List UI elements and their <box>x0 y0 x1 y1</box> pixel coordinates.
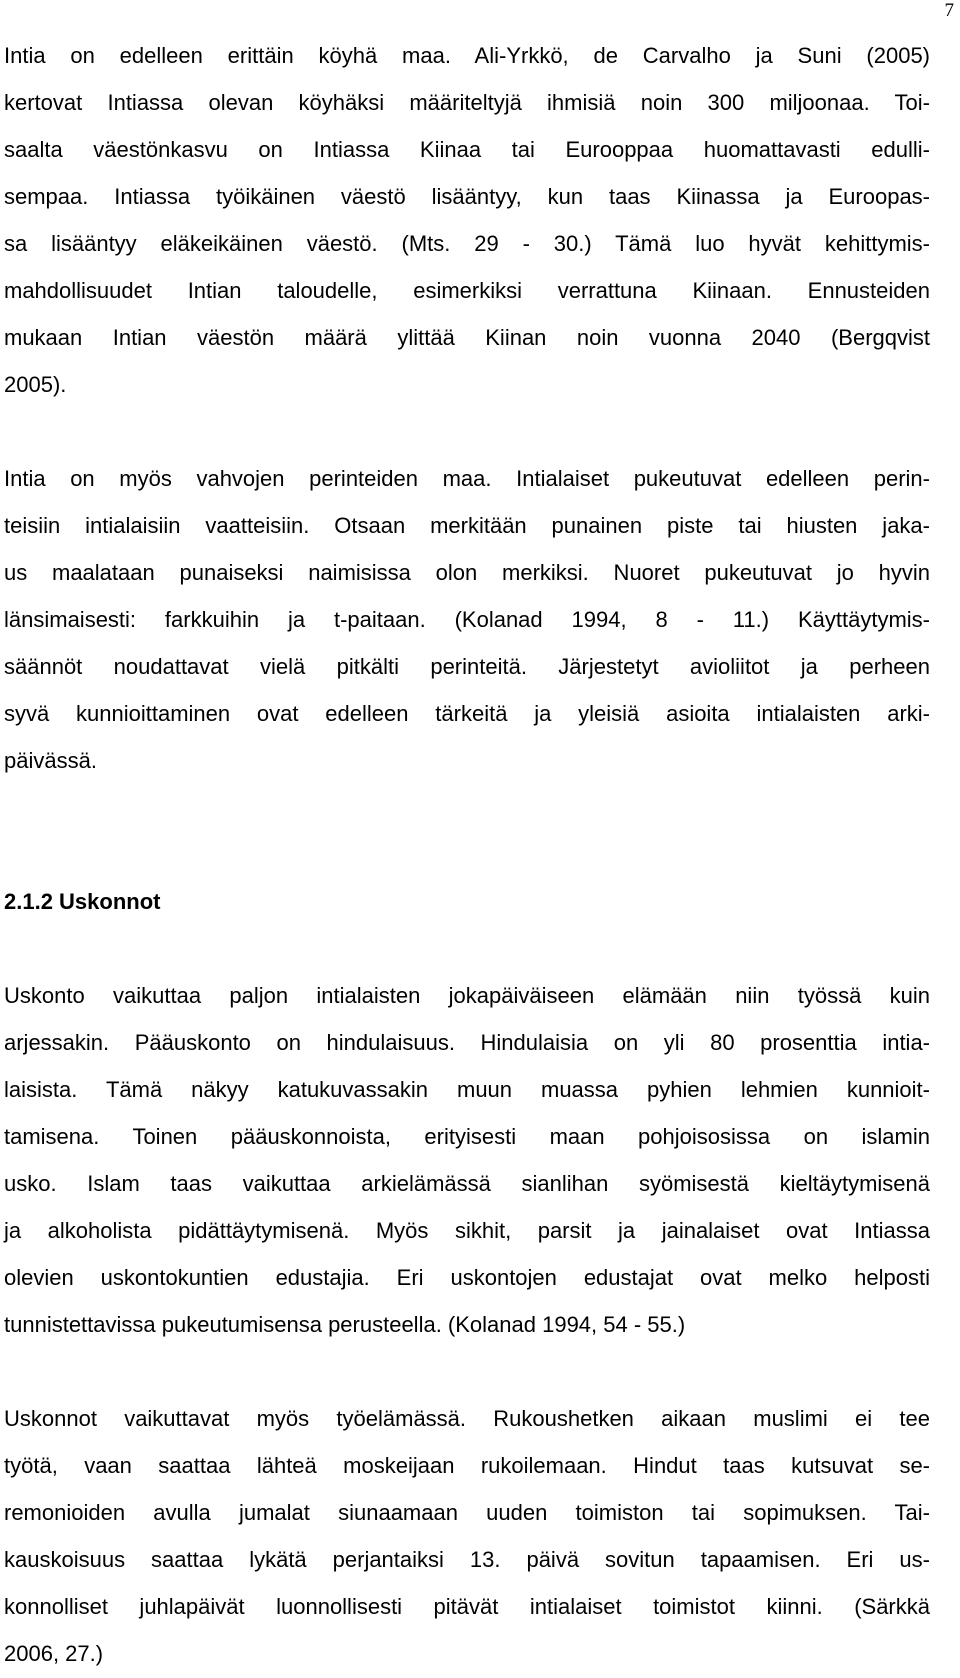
text-line: saalta väestönkasvu on Intiassa Kiinaa tai Eurooppaa huomattavasti edulli- <box>4 137 930 162</box>
text-line: ja alkoholista pidättäytymisenä. Myös sikhit, parsit ja jainalaiset ovat Intiassa <box>4 1218 930 1243</box>
paragraph-spacer <box>0 1348 960 1395</box>
text-line: remonioiden avulla jumalat siunaamaan uuden toimiston tai sopimuksen. Tai- <box>4 1500 930 1525</box>
text-line: mahdollisuudet Intian taloudelle, esimerkiksi verrattuna Kiinaan. Ennusteiden <box>4 278 930 303</box>
text-line: tunnistettavissa pukeutumisensa perusteella. (Kolanad 1994, 54 - 55.) <box>4 1312 686 1337</box>
text-line: sa lisääntyy eläkeikäinen väestö. (Mts. 29 - 30.) Tämä luo hyvät kehittymis- <box>4 231 930 256</box>
text-line: kauskoisuus saattaa lykätä perjantaiksi 13. päivä sovitun tapaamisen. Eri us- <box>4 1547 930 1572</box>
text-line: syvä kunnioittaminen ovat edelleen tärkeitä ja yleisiä asioita intialaisten arki- <box>4 701 930 726</box>
text-line: konnolliset juhlapäivät luonnollisesti pitävät intialaiset toimistot kiinni. (Särkkä <box>4 1594 930 1619</box>
paragraph-3 <box>0 972 960 1348</box>
text-line: kertovat Intiassa olevan köyhäksi määriteltyjä ihmisiä noin 300 miljoonaa. Toi- <box>4 90 930 115</box>
text-line: säännöt noudattavat vielä pitkälti perinteitä. Järjestetyt avioliitot ja perheen <box>4 654 930 679</box>
text-line: usko. Islam taas vaikuttaa arkielämässä sianlihan syömisestä kieltäytymisenä <box>4 1171 930 1196</box>
page-number: 7 <box>944 0 954 21</box>
paragraph-spacer <box>0 925 960 972</box>
text-line: laisista. Tämä näkyy katukuvassakin muun muassa pyhien lehmien kunnioit- <box>4 1077 930 1102</box>
text-line: Intia on edelleen erittäin köyhä maa. Ali-Yrkkö, de Carvalho ja Suni (2005) <box>4 43 930 68</box>
text-line: Uskonto vaikuttaa paljon intialaisten jokapäiväiseen elämään niin työssä kuin <box>4 983 930 1008</box>
paragraph-spacer <box>0 831 960 878</box>
paragraph-1 <box>0 32 960 408</box>
text-line: sempaa. Intiassa työikäinen väestö lisääntyy, kun taas Kiinassa ja Euroopas- <box>4 184 930 209</box>
text-line: tamisena. Toinen pääuskonnoista, erityisesti maan pohjoisosissa on islamin <box>4 1124 930 1149</box>
text-line: Intia on myös vahvojen perinteiden maa. Intialaiset pukeutuvat edelleen perin- <box>4 466 930 491</box>
text-line: olevien uskontokuntien edustajia. Eri uskontojen edustajat ovat melko helposti <box>4 1265 930 1290</box>
paragraph-spacer <box>0 784 960 831</box>
text-line: työtä, vaan saattaa lähteä moskeijaan rukoilemaan. Hindut taas kutsuvat se- <box>4 1453 930 1478</box>
paragraph-2 <box>0 455 960 784</box>
document-body <box>0 32 960 1677</box>
paragraph-4 <box>0 1395 960 1677</box>
text-line: Uskonnot vaikuttavat myös työelämässä. Rukoushetken aikaan muslimi ei tee <box>4 1406 930 1431</box>
text-line: päivässä. <box>4 748 97 773</box>
text-line: us maalataan punaiseksi naimisissa olon merkiksi. Nuoret pukeutuvat jo hyvin <box>4 560 930 585</box>
text-line: arjessakin. Pääuskonto on hindulaisuus. Hindulaisia on yli 80 prosenttia intia- <box>4 1030 930 1055</box>
text-line: 2006, 27.) <box>4 1641 104 1666</box>
paragraph-spacer <box>0 408 960 455</box>
text-line: mukaan Intian väestön määrä ylittää Kiinan noin vuonna 2040 (Bergqvist <box>4 325 930 350</box>
text-line: länsimaisesti: farkkuihin ja t-paitaan. (Kolanad 1994, 8 - 11.) Käyttäytymis- <box>4 607 930 632</box>
text-line: 2005). <box>4 372 67 397</box>
text-line: teisiin intialaisiin vaatteisiin. Otsaan merkitään punainen piste tai hiusten jaka- <box>4 513 930 538</box>
section-heading: 2.1.2 Uskonnot <box>4 889 161 914</box>
